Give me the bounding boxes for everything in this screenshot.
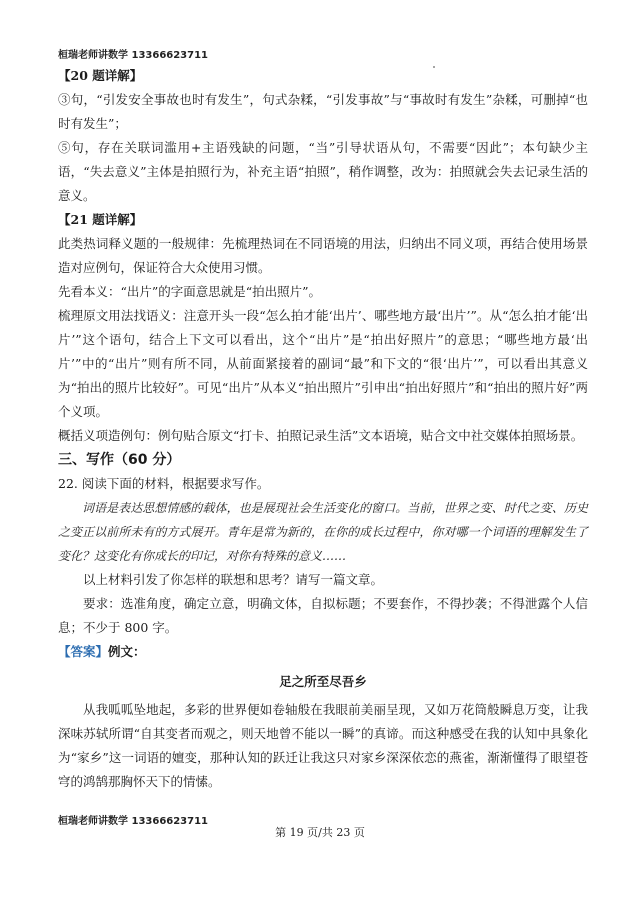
- page-header: 桓瑞老师讲数学 13366623711: [58, 50, 209, 61]
- section-heading-writing: 三、写作（60 分）: [58, 452, 181, 468]
- q22-ask: 以上材料引发了你怎样的联想和思考？请写一篇文章。: [83, 572, 384, 587]
- q21-paragraph-4: 概括义项造例句：例句贴合原文“打卡、拍照记录生活”文本语境，贴合文中社交媒体拍照场景。: [58, 428, 584, 443]
- q20-paragraph-2: ⑤句，存在关联词滥用+主语残缺的问题，“当”引导状语从句，不需要“因此”；本句缺少主语，“失去意义”主体是拍照行为，补充主语“拍照”，稍作调整，改为：拍照就会失去记录生活的意义。: [58, 140, 588, 203]
- footer-note: 桓瑞老师讲数学 13366623711: [58, 816, 209, 827]
- q21-paragraph-1: 此类热词释义题的一般规律：先梳理热词在不同语境的用法，归纳出不同义项，再结合使用场景造对应例句，保证符合大众使用习惯。: [58, 236, 588, 275]
- essay-title: 足之所至尽吾乡: [279, 674, 367, 689]
- q20-paragraph-1: ③句，“引发安全事故也时有发生”，句式杂糅，“引发事故”与“事故时有发生”杂糅，可删掉“也时有发生”；: [58, 92, 588, 131]
- answer-line: [58, 640, 588, 664]
- page-number: 第 19 页/共 23 页: [275, 826, 365, 839]
- q21-paragraph-3: 梳理原文用法找语义：注意开头一段“怎么拍才能‘出片’、哪些地方最‘出片’”。从“怎么拍才能‘出片’”这个语句，结合上下文可以看出，这个“出片”是“拍出好照片”的意思；“哪些地方最‘出片’”中的“出片”则有所不同，从前面紧接着的副词“最”和下文的“很‘出片’”，可以看出其意义为“拍出的照片比较好”。可见“出片”从本义“拍出照片”引申出“拍出好照片”和“拍出的照片好”两个义项。: [58, 308, 588, 419]
- q20-tag: 【20 题详解】: [58, 68, 143, 83]
- q22-prompt: 22. 阅读下面的材料，根据要求写作。: [58, 476, 270, 491]
- q21-paragraph-2: 先看本义：“出片”的字面意思就是“拍出照片”。: [58, 284, 322, 299]
- q22-requirements: 要求：选准角度，确定立意，明确文体，自拟标题；不要套作，不得抄袭；不得泄露个人信息；不少于 800 字。: [58, 596, 588, 635]
- page-content: [58, 64, 588, 794]
- essay-paragraph-1: 从我呱呱坠地起，多彩的世界便如卷轴般在我眼前美丽呈现，又如万花筒般瞬息万变，让我深味苏轼所谓“自其变者而观之，则天地曾不能以一瞬”的真谛。而这种感受在我的认知中具象化为“家乡”这一词语的嬗变，那种认知的跃迁让我这只对家乡深深依恋的燕雀，渐渐懂得了眼望苍穹的鸿鹄那胸怀天下的情愫。: [58, 702, 588, 789]
- q21-tag: 【21 题详解】: [58, 212, 143, 227]
- answer-label: 例文：: [108, 644, 146, 659]
- q22-material: 词语是表达思想情感的载体，也是展现社会生活变化的窗口。当前，世界之变、时代之变、历史之变正以前所未有的方式展开。青年是常为新的，在你的成长过程中，你对哪一个词语的理解发生了变化？这变化有你成长的印记，对你有特殊的意义……: [58, 501, 588, 563]
- answer-tag: 【答案】: [58, 644, 109, 659]
